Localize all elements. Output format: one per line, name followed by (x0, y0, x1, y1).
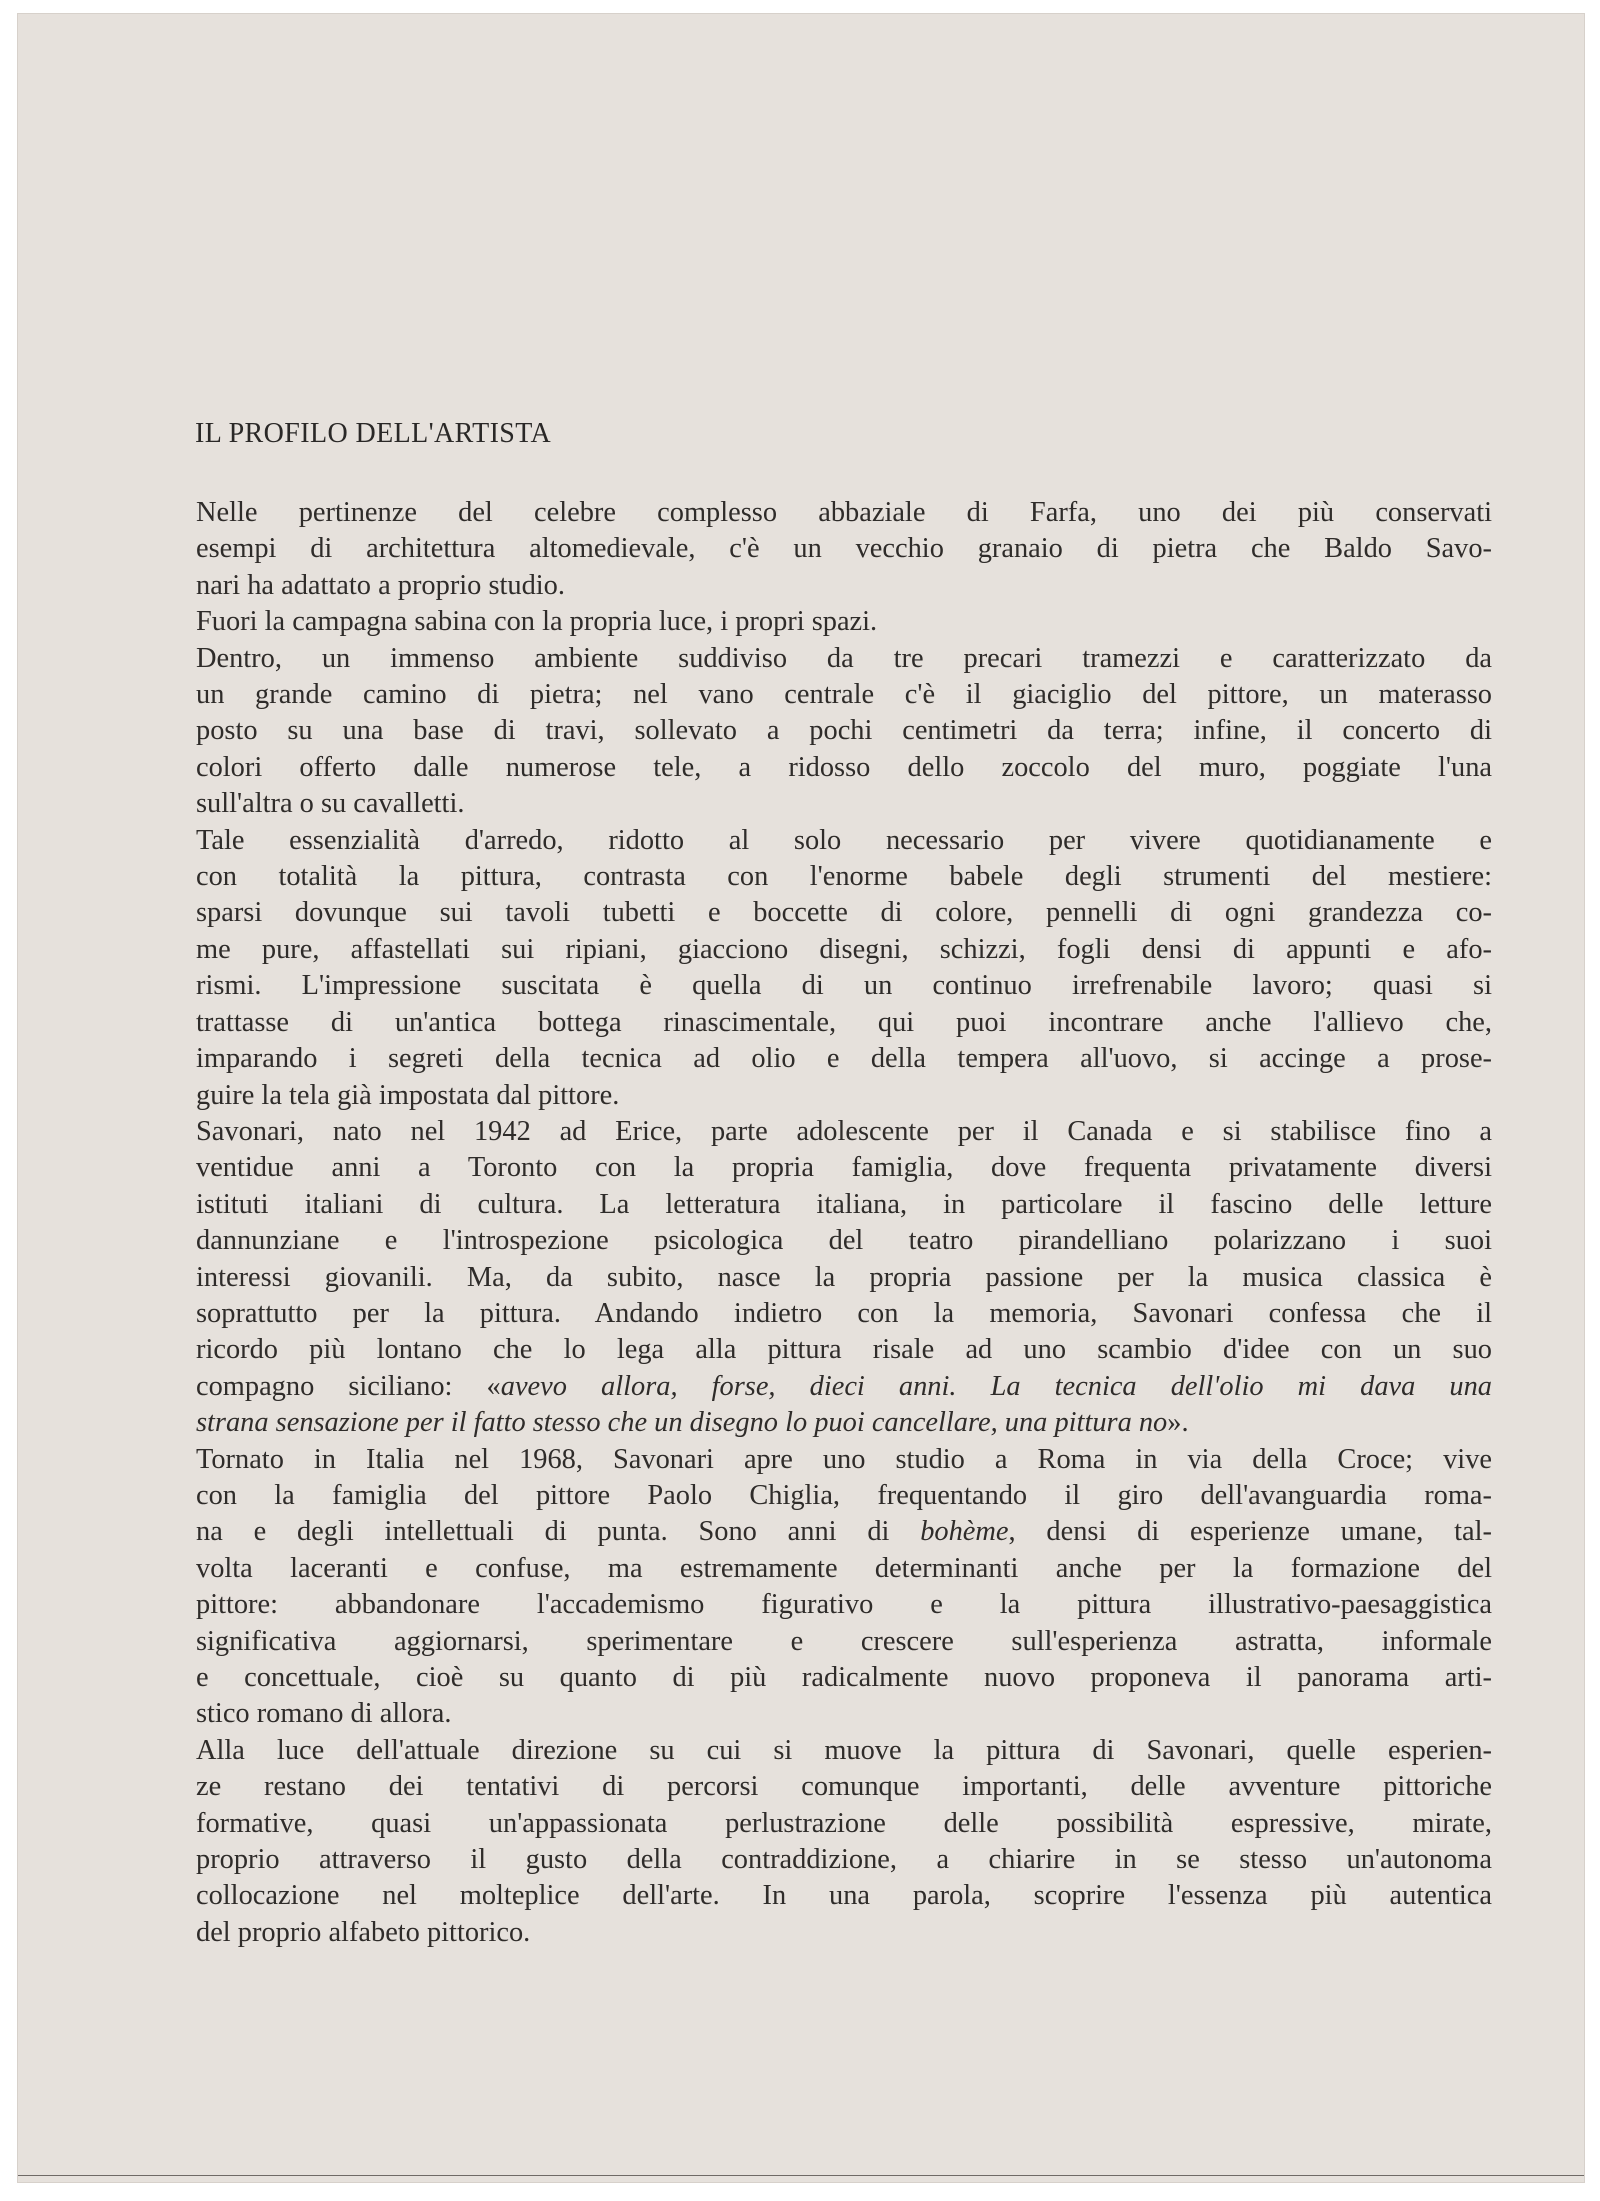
text-line (196, 1332, 1492, 1368)
text-segment: rismi. L'impressione suscitata è quella di un continuo irrefrenabile lavoro; quasi si (196, 970, 1492, 1002)
text-segment: posto su una base di travi, sollevato a pochi centimetri da terra; infine, il concerto di (196, 715, 1492, 747)
text-line (196, 750, 1492, 786)
text-line (196, 1806, 1492, 1842)
text-line (196, 1551, 1492, 1587)
text-segment: interessi giovanili. Ma, da subito, nasce la propria passione per la musica classica è (196, 1261, 1492, 1293)
text-line (196, 895, 1492, 931)
text-line (196, 677, 1492, 713)
text-line (196, 1005, 1492, 1041)
text-line (196, 968, 1492, 1004)
text-segment: compagno siciliano: « (196, 1370, 501, 1402)
text-segment: formative, quasi un'appassionata perlustrazione delle possibilità espressive, mirate, (196, 1807, 1492, 1839)
article-body (196, 495, 1492, 1951)
text-line (196, 823, 1492, 859)
text-line (196, 641, 1492, 677)
text-line (196, 1223, 1492, 1259)
text-segment: trattasse di un'antica bottega rinascimentale, qui puoi incontrare anche l'allievo che, (196, 1006, 1492, 1038)
text-segment: nari ha adattato a proprio studio. (196, 569, 565, 601)
text-line (196, 1478, 1492, 1514)
text-segment: Alla luce dell'attuale direzione su cui si muove la pittura di Savonari, quelle esperien- (196, 1734, 1492, 1766)
text-line (196, 1187, 1492, 1223)
text-line (196, 1660, 1492, 1696)
paragraph (196, 1442, 1492, 1733)
text-segment: ze restano dei tentativi di percorsi comunque importanti, delle avventure pittoriche (196, 1771, 1492, 1803)
text-line (196, 1296, 1492, 1332)
text-segment: Savonari, nato nel 1942 ad Erice, parte adolescente per il Canada e si stabilisce fino a (196, 1115, 1492, 1147)
text-line (196, 1078, 1492, 1114)
text-line (196, 1878, 1492, 1914)
text-segment: stico romano di allora. (196, 1698, 452, 1730)
text-segment: sparsi dovunque sui tavoli tubetti e boccette di colore, pennelli di ogni grandezza co- (196, 897, 1492, 929)
text-segment: pittore: abbandonare l'accademismo figurativo e la pittura illustrativo-paesaggistica (196, 1589, 1492, 1621)
text-segment: proprio attraverso il gusto della contraddizione, a chiarire in se stesso un'autonoma (196, 1844, 1492, 1876)
text-segment: imparando i segreti della tecnica ad olio e della tempera all'uovo, si accinge a prose- (196, 1043, 1492, 1075)
text-line (196, 1624, 1492, 1660)
text-segment: soprattutto per la pittura. Andando indietro con la memoria, Savonari confessa che il (196, 1297, 1492, 1329)
text-segment: collocazione nel molteplice dell'arte. In una parola, scoprire l'essenza più autentica (196, 1880, 1492, 1912)
text-segment: sull'altra o su cavalletti. (196, 788, 465, 820)
paragraph (196, 641, 1492, 823)
text-segment: istituti italiani di cultura. La letteratura italiana, in particolare il fascino delle letture (196, 1188, 1492, 1220)
paragraph (196, 604, 1492, 640)
text-segment: ventidue anni a Toronto con la propria famiglia, dove frequenta privatamente diversi (196, 1152, 1492, 1184)
text-segment: guire la tela già impostata dal pittore. (196, 1079, 620, 1111)
text-line (196, 1733, 1492, 1769)
text-segment: colori offerto dalle numerose tele, a ridosso dello zoccolo del muro, poggiate l'una (196, 751, 1492, 783)
text-segment: Fuori la campagna sabina con la propria luce, i propri spazi. (196, 606, 878, 638)
italic-text: strana sensazione per il fatto stesso che un disegno lo puoi cancellare, una pittura no (196, 1407, 1168, 1439)
text-line (196, 1696, 1492, 1732)
paragraph (196, 823, 1492, 1114)
text-segment: dannunziane e l'introspezione psicologica del teatro pirandelliano polarizzano i suoi (196, 1225, 1492, 1257)
text-line (196, 1369, 1492, 1405)
text-line (196, 531, 1492, 567)
text-segment: Dentro, un immenso ambiente suddiviso da tre precari tramezzi e caratterizzato da (196, 642, 1492, 674)
text-segment: Tornato in Italia nel 1968, Savonari apre uno studio a Roma in via della Croce; vive (196, 1443, 1492, 1475)
paragraph (196, 495, 1492, 604)
text-segment: significativa aggiornarsi, sperimentare e crescere sull'esperienza astratta, informale (196, 1625, 1492, 1657)
text-segment: volta laceranti e confuse, ma estremamente determinanti anche per la formazione del (196, 1552, 1492, 1584)
text-segment: e concettuale, cioè su quanto di più radicalmente nuovo proponeva il panorama arti- (196, 1662, 1492, 1693)
text-line (196, 604, 1492, 640)
text-line (196, 932, 1492, 968)
text-line (196, 713, 1492, 749)
text-line (196, 568, 1492, 604)
text-segment: Tale essenzialità d'arredo, ridotto al solo necessario per vivere quotidianamente e (196, 824, 1492, 856)
paragraph (196, 1733, 1492, 1951)
text-line (196, 1769, 1492, 1805)
paragraph (196, 1114, 1492, 1442)
text-line (196, 495, 1492, 531)
text-line (196, 1587, 1492, 1623)
text-segment: ». (1167, 1407, 1189, 1439)
text-segment: ricordo più lontano che lo lega alla pittura risale ad uno scambio d'idee con un suo (196, 1334, 1492, 1366)
text-segment: Nelle pertinenze del celebre complesso abbaziale di Farfa, uno dei più conservati (196, 497, 1492, 528)
text-line (196, 1405, 1492, 1441)
text-line (196, 786, 1492, 822)
text-line (196, 1260, 1492, 1296)
text-line (196, 859, 1492, 895)
text-segment: esempi di architettura altomedievale, c'è un vecchio granaio di pietra che Baldo Savo- (196, 533, 1492, 565)
text-segment: me pure, affastellati sui ripiani, giacciono disegni, schizzi, fogli densi di appunti e afo- (196, 933, 1492, 965)
text-segment: del proprio alfabeto pittorico. (196, 1916, 531, 1948)
text-line (196, 1041, 1492, 1077)
text-line (196, 1915, 1492, 1951)
text-line (196, 1442, 1492, 1478)
text-line (196, 1842, 1492, 1878)
italic-text: bohème (920, 1516, 1009, 1548)
italic-text: avevo allora, forse, dieci anni. La tecnica dell'olio mi dava una (500, 1370, 1493, 1402)
text-segment: con la famiglia del pittore Paolo Chiglia, frequentando il giro dell'avanguardia roma- (196, 1479, 1492, 1511)
text-segment: , densi di esperienze umane, tal- (1008, 1516, 1492, 1548)
text-segment: un grande camino di pietra; nel vano centrale c'è il giaciglio del pittore, un materasso (196, 679, 1492, 711)
text-line (196, 1514, 1492, 1550)
text-segment: con totalità la pittura, contrasta con l'enorme babele degli strumenti del mestiere: (196, 861, 1492, 893)
text-line (196, 1114, 1492, 1150)
text-line (196, 1150, 1492, 1186)
section-heading: IL PROFILO DELL'ARTISTA (195, 418, 552, 449)
text-segment: na e degli intellettuali di punta. Sono anni di (196, 1516, 921, 1548)
document-page (18, 14, 1584, 2182)
